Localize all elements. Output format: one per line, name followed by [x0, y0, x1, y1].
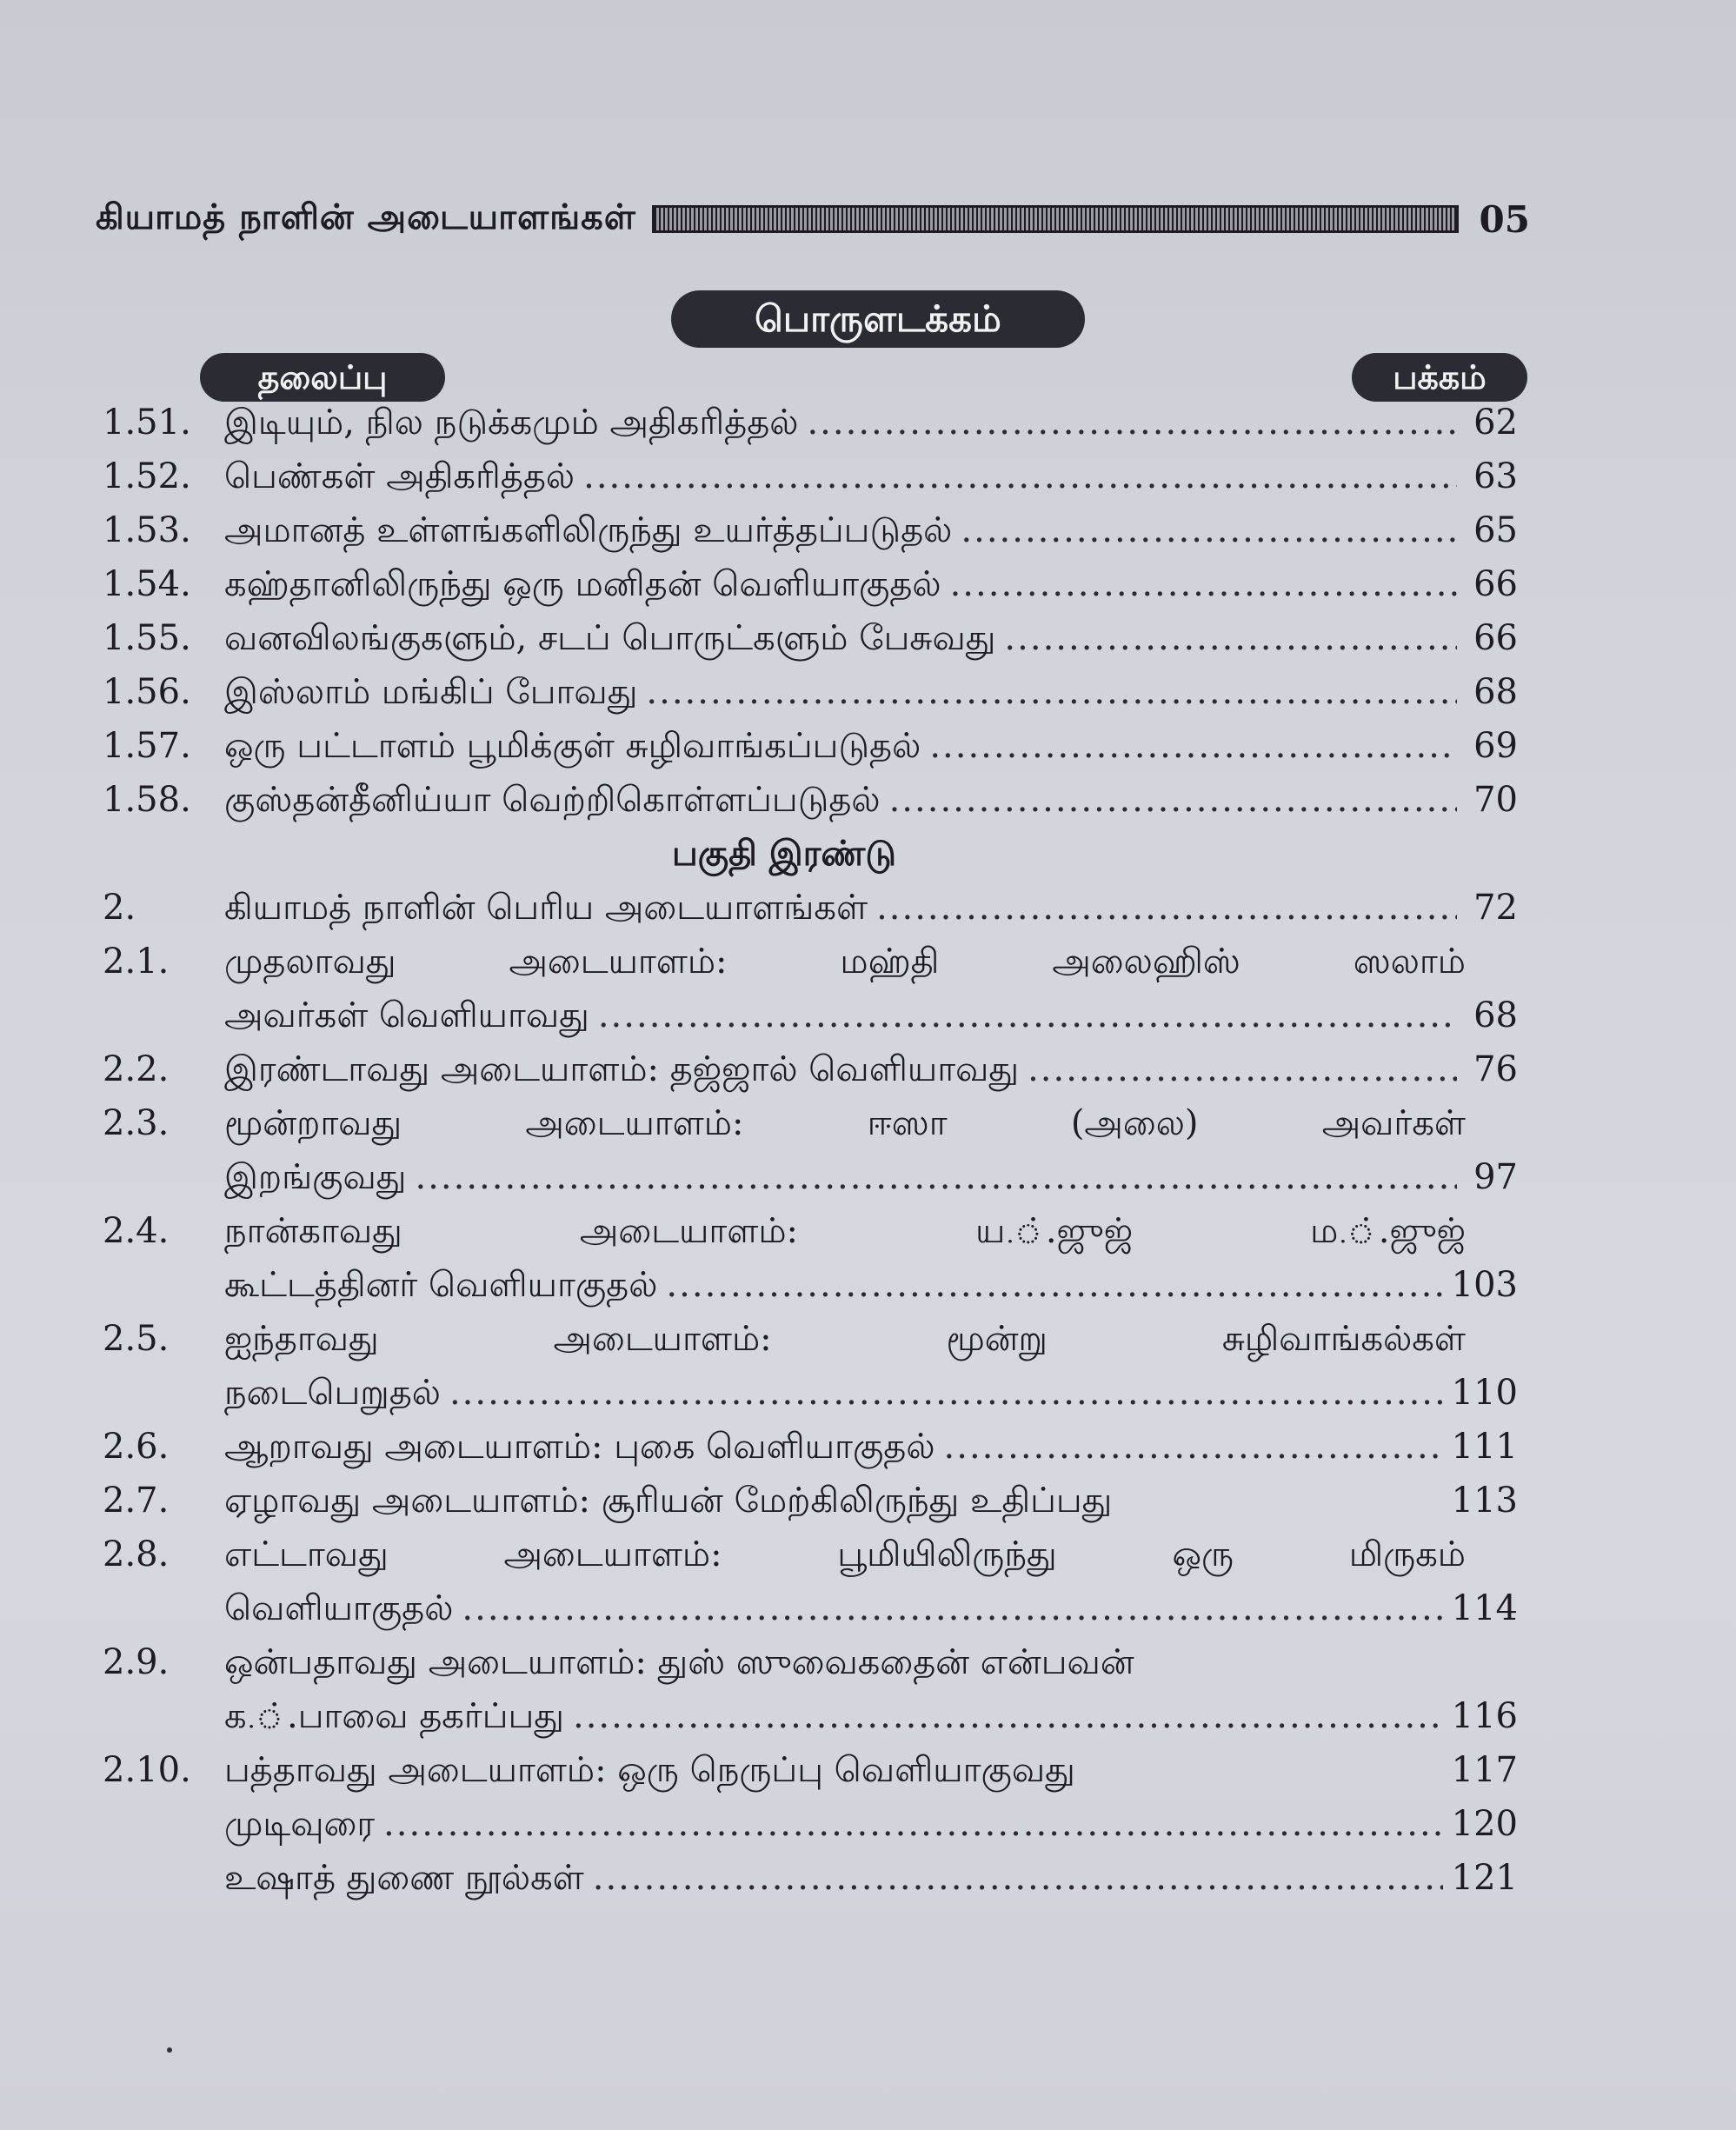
toc-entry[interactable] [103, 1312, 1518, 1366]
leader-dots [462, 1581, 1442, 1635]
toc-entry[interactable] [103, 503, 1518, 557]
toc-entry-continuation[interactable] [103, 1150, 1518, 1204]
toc-entry-title: ஆறாவது அடையாளம்: புகை வெளியாகுதல் [224, 1427, 935, 1467]
toc-entry[interactable] [103, 1528, 1518, 1581]
toc-entry-page: 68 [1473, 995, 1518, 1035]
leader-dots [383, 1797, 1443, 1851]
toc-entry-page: 65 [1473, 510, 1518, 550]
leader-dots [807, 396, 1457, 449]
leader-dots [961, 503, 1457, 557]
toc-entry-title: உஷாத் துணை நூல்கள் [224, 1858, 584, 1898]
toc-entry-title: பெண்கள் அதிகரித்தல் [224, 456, 575, 496]
toc-entry[interactable] [103, 449, 1518, 503]
toc-entry[interactable] [103, 1042, 1518, 1096]
part-two-heading: பகுதி இரண்டு [672, 833, 896, 874]
toc-entry-title: இஸ்லாம் மங்கிப் போவது [224, 672, 638, 712]
toc-entry-page: 72 [1473, 888, 1518, 928]
toc-entry-number: 2.4. [103, 1211, 170, 1251]
toc-entry-title: வெளியாகுதல் [224, 1588, 454, 1628]
toc-entry-number: 2.2. [103, 1049, 170, 1089]
toc-entry[interactable] [103, 665, 1518, 719]
toc-entry-page: 69 [1473, 726, 1518, 766]
toc-entry-title: வனவிலங்குகளும், சடப் பொருட்களும் பேசுவது [224, 618, 996, 658]
toc-entry-conclusion[interactable] [103, 1797, 1518, 1851]
toc-entry-title: இடியும், நில நடுக்கமும் அதிகரித்தல் [224, 403, 799, 443]
book-title: கியாமத் நாளின் அடையாளங்கள் [96, 196, 636, 237]
toc-entry-number: 1.58. [103, 780, 191, 820]
toc-entry[interactable] [103, 1420, 1518, 1474]
toc-entry-title-line1: எட்டாவது அடையாளம்: பூமியிலிருந்து ஒரு மிருகம் [224, 1534, 1466, 1574]
toc-entry-page: 63 [1473, 456, 1518, 496]
toc-entry-title: அமானத் உள்ளங்களிலிருந்து உயர்த்தப்படுதல் [224, 510, 953, 550]
leader-dots [666, 1258, 1442, 1312]
toc-entry-title-line1: ஐந்தாவது அடையாளம்: மூன்று சுழிவாங்கல்கள் [224, 1319, 1466, 1359]
toc-entry-title-line1: மூன்றாவது அடையாளம்: ஈஸா (அலை) அவர்கள் [224, 1103, 1466, 1143]
toc-entry-title: கூட்டத்தினர் வெளியாகுதல் [224, 1265, 658, 1305]
toc-entry-title: அவர்கள் வெளியாவது [224, 995, 589, 1035]
leader-dots [1028, 1042, 1457, 1096]
toc-entry-page: 97 [1473, 1157, 1518, 1197]
toc-entry-number: 1.52. [103, 456, 191, 496]
toc-entry-references[interactable] [103, 1851, 1518, 1905]
leader-dots [449, 1366, 1443, 1420]
table-of-contents [103, 396, 1518, 1905]
toc-entry-continuation[interactable] [103, 1366, 1518, 1420]
leader-dots [950, 557, 1457, 611]
toc-entry-title: நடைபெறுதல் [224, 1373, 441, 1413]
toc-entry-page: 110 [1451, 1373, 1518, 1413]
stray-mark [167, 2047, 172, 2053]
toc-entry-page: 116 [1451, 1696, 1518, 1736]
toc-entry-title: முடிவுரை [224, 1804, 376, 1844]
toc-entry-page: 103 [1451, 1265, 1518, 1305]
toc-entry[interactable] [103, 719, 1518, 773]
toc-entry-title: ஒரு பட்டாளம் பூமிக்குள் சுழிவாங்கப்படுதல் [224, 726, 921, 766]
leader-dots [598, 988, 1457, 1042]
leader-dots [1004, 611, 1457, 665]
toc-entry-title: பத்தாவது அடையாளம்: ஒரு நெருப்பு வெளியாகுவது [224, 1750, 1075, 1790]
toc-entry-number: 2.6. [103, 1427, 170, 1467]
toc-entry-page: 117 [1451, 1750, 1518, 1790]
toc-entry-number: 1.56. [103, 672, 191, 712]
toc-entry-title-line1: நான்காவது அடையாளம்: ய.்.ஜுஜ் ம.்.ஜுஜ் [224, 1211, 1466, 1251]
toc-entry[interactable] [103, 773, 1518, 827]
toc-entry-page: 66 [1473, 564, 1518, 604]
toc-entry-title: இறங்குவது [224, 1157, 407, 1197]
page-number: 05 [1479, 197, 1530, 241]
toc-entry-number: 2.7. [103, 1481, 170, 1521]
leader-dots [876, 881, 1457, 935]
toc-entry-number: 2.10. [103, 1750, 191, 1790]
toc-entry-title: இரண்டாவது அடையாளம்: தஜ்ஜால் வெளியாவது [224, 1049, 1020, 1089]
toc-entry-page: 111 [1451, 1427, 1518, 1467]
toc-entry[interactable] [103, 935, 1518, 988]
toc-entry-number: 1.53. [103, 510, 191, 550]
toc-entry-number: 2.5. [103, 1319, 170, 1359]
toc-entry-number: 1.51. [103, 403, 191, 443]
toc-entry[interactable] [103, 557, 1518, 611]
toc-entry-page: 121 [1451, 1858, 1518, 1898]
toc-entry-title: குஸ்தன்தீனிய்யா வெற்றிகொள்ளப்படுதல் [224, 780, 881, 820]
leader-dots [573, 1689, 1443, 1743]
toc-entry-page: 76 [1473, 1049, 1518, 1089]
toc-entry-title: கஹ்தானிலிருந்து ஒரு மனிதன் வெளியாகுதல் [224, 564, 941, 604]
toc-entry[interactable] [103, 881, 1518, 935]
toc-entry-number: 1.57. [103, 726, 191, 766]
toc-entry[interactable] [103, 1204, 1518, 1258]
toc-entry-title: க.்.பாவை தகர்ப்பது [224, 1696, 564, 1736]
toc-entry-page: 114 [1451, 1588, 1518, 1628]
toc-entry-number: 2.3. [103, 1103, 170, 1143]
toc-entry-continuation[interactable] [103, 1689, 1518, 1743]
leader-dots [593, 1851, 1443, 1905]
toc-entry-title: கியாமத் நாளின் பெரிய அடையாளங்கள் [224, 888, 868, 928]
toc-entry-continuation[interactable] [103, 1258, 1518, 1312]
toc-entry[interactable] [103, 1096, 1518, 1150]
toc-entry-page: 120 [1451, 1804, 1518, 1844]
toc-entry-page: 62 [1473, 403, 1518, 443]
toc-entry-page: 68 [1473, 672, 1518, 712]
toc-entry-page: 66 [1473, 618, 1518, 658]
toc-entry-number: 2.8. [103, 1534, 170, 1574]
contents-heading: பொருளடக்கம் [671, 290, 1085, 348]
column-heading-page: பக்கம் [1352, 353, 1527, 402]
toc-entry[interactable] [103, 1743, 1518, 1797]
column-heading-title: தலைப்பு [200, 353, 445, 402]
toc-entry-number: 1.54. [103, 564, 191, 604]
header-decorative-bar [652, 205, 1459, 233]
toc-entry-continuation[interactable] [103, 1581, 1518, 1635]
toc-entry-number: 2.9. [103, 1642, 170, 1682]
toc-entry[interactable] [103, 1635, 1518, 1689]
leader-dots [889, 773, 1457, 827]
toc-entry-title-line1: முதலாவது அடையாளம்: மஹ்தி அலைஹிஸ் ஸலாம் [224, 942, 1466, 982]
toc-entry-page: 70 [1473, 780, 1518, 820]
toc-entry-number: 2. [103, 888, 136, 928]
toc-entry-number: 2.1. [103, 942, 170, 982]
toc-entry[interactable] [103, 396, 1518, 449]
running-header [96, 193, 1530, 245]
toc-entry-page: 113 [1451, 1481, 1518, 1521]
leader-dots [944, 1420, 1443, 1474]
toc-entry-continuation[interactable] [103, 988, 1518, 1042]
toc-entry-number: 1.55. [103, 618, 191, 658]
toc-entry-title-line1: ஒன்பதாவது அடையாளம்: துஸ் ஸுவைகதைன் என்பவன் [224, 1642, 1134, 1682]
leader-dots [415, 1150, 1457, 1204]
leader-dots [929, 719, 1457, 773]
leader-dots [583, 449, 1457, 503]
toc-entry[interactable] [103, 1474, 1518, 1528]
toc-entry[interactable] [103, 611, 1518, 665]
leader-dots [646, 665, 1457, 719]
toc-entry-title: ஏழாவது அடையாளம்: சூரியன் மேற்கிலிருந்து உதிப்பது [224, 1481, 1113, 1521]
